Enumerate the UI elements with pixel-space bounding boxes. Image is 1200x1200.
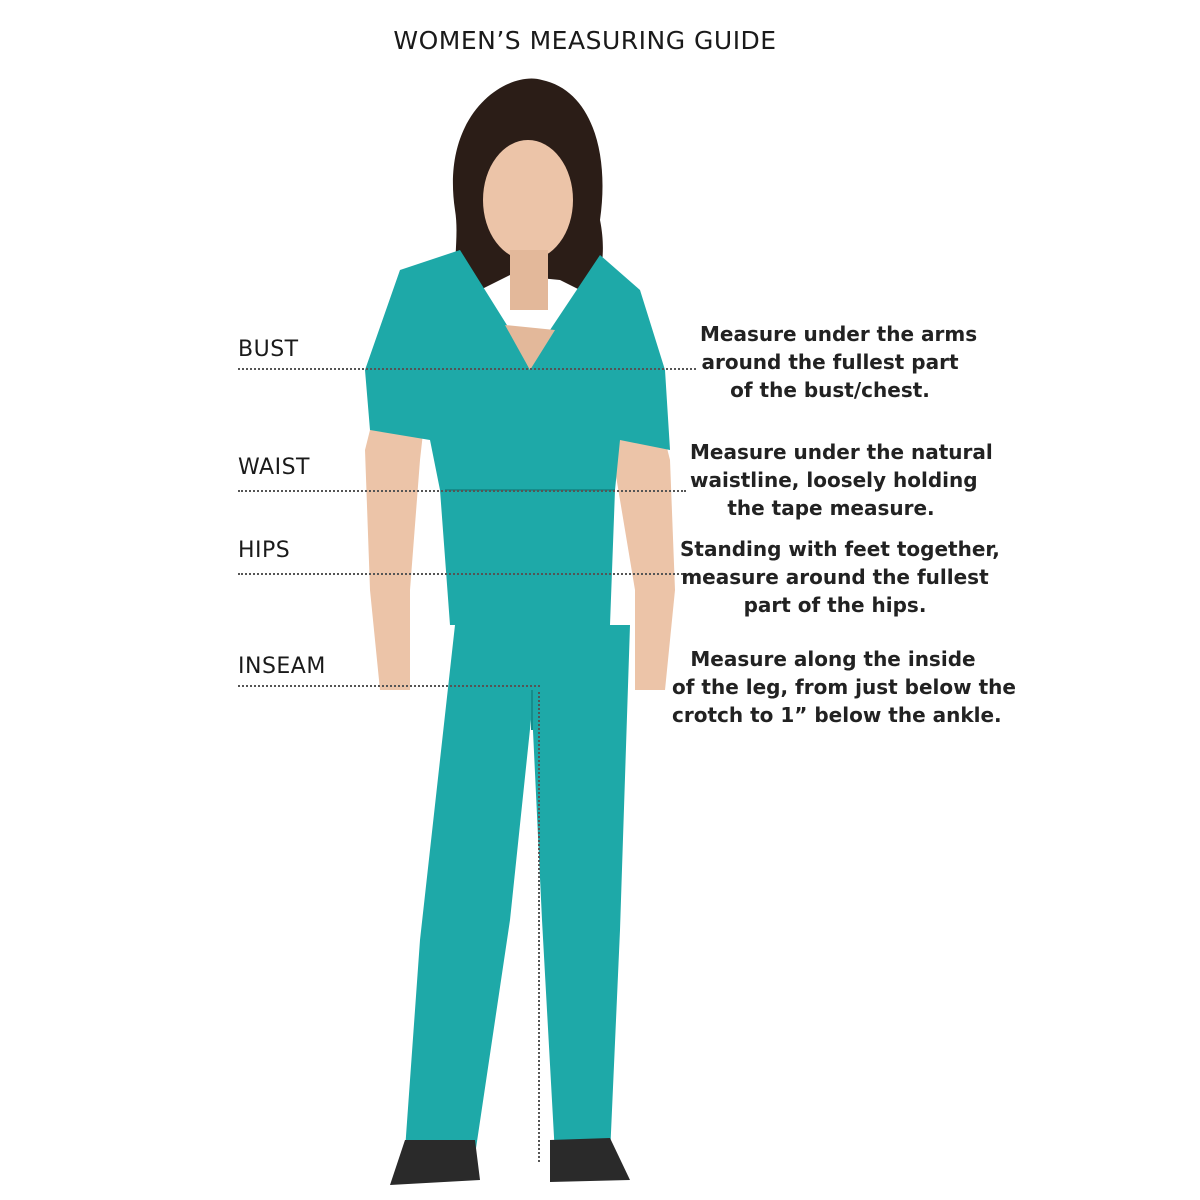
inseam-vertical-dotted-line [538,692,540,1162]
scrub-pants-shape [405,625,630,1155]
hips-label: HIPS [238,538,291,563]
waist-dotted-line [238,490,686,492]
inseam-description: Measure along the inside of the leg, from just below the crotch to 1” below the ankle. [672,647,1016,727]
face-shape [483,140,573,260]
inseam-label: INSEAM [238,654,326,679]
inseam-dotted-line [238,685,540,687]
bust-description: Measure under the arms around the fullest part of the bust/chest. [700,322,978,402]
hips-description: Standing with feet together, measure around the fullest part of the hips. [680,537,1000,617]
page-title: WOMEN’S MEASURING GUIDE [393,26,777,55]
left-shoe-shape [390,1140,480,1185]
model-figure [310,70,730,1190]
bust-label: BUST [238,337,299,362]
waist-description: Measure under the natural waistline, loosely holding the tape measure. [690,440,993,520]
neck-shape [510,250,548,310]
right-shoe-shape [550,1138,630,1182]
hips-dotted-line [238,573,686,575]
bust-dotted-line [238,368,696,370]
waist-label: WAIST [238,455,310,480]
